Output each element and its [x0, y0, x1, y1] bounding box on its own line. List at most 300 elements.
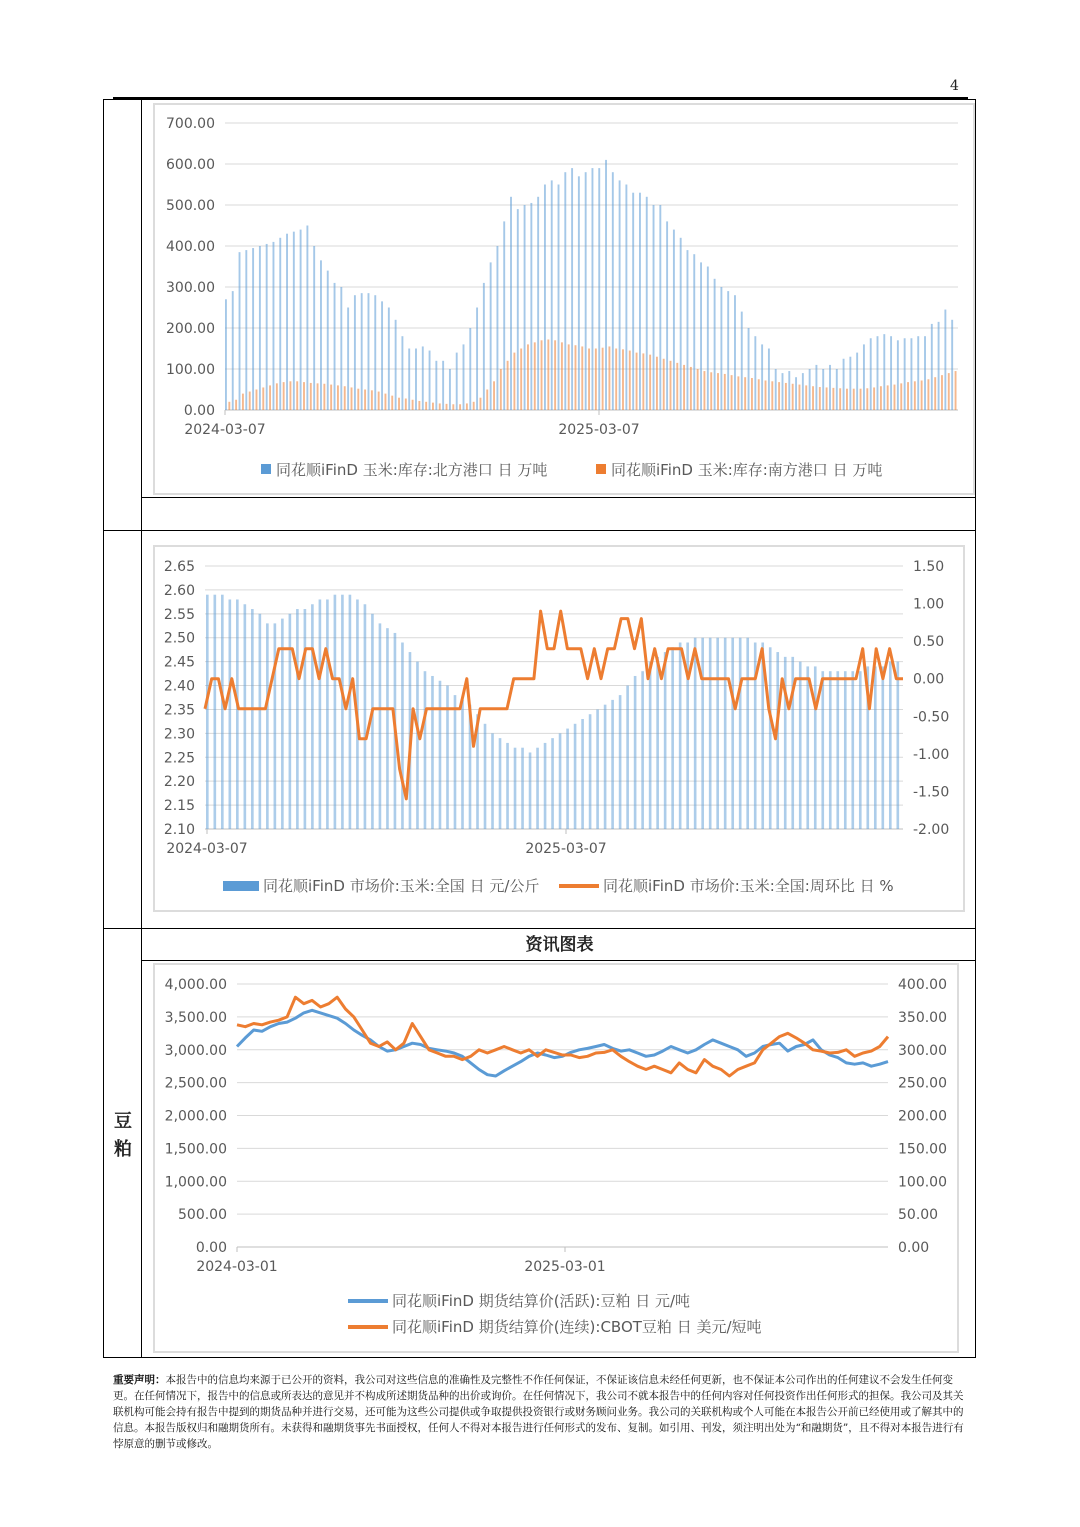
y-tick-label: 700.00 — [166, 116, 215, 132]
bar-south-port — [296, 381, 298, 410]
bar-south-port — [568, 344, 570, 410]
bar-south-port — [554, 340, 556, 410]
row-label-soymeal: 豆 粕 — [114, 1111, 132, 1160]
bar-south-port — [737, 376, 739, 410]
y2-tick-label: -1.00 — [913, 746, 950, 763]
bar-south-port — [405, 399, 407, 410]
bar-north-port — [408, 349, 410, 411]
bar-north-port — [782, 373, 784, 410]
bar-market-price — [694, 638, 697, 829]
legend-label: 同花顺iFinD 期货结算价(连续):CBOT豆粕 日 美元/短吨 — [392, 1318, 762, 1336]
bar-south-port — [805, 385, 807, 410]
bar-south-port — [344, 386, 346, 410]
bar-north-port — [490, 262, 492, 410]
bar-north-port — [748, 328, 750, 410]
bar-south-port — [955, 371, 957, 410]
page-number: 4 — [950, 78, 959, 94]
bar-market-price — [574, 724, 577, 829]
bar-south-port — [541, 340, 543, 410]
bar-south-port — [520, 349, 522, 411]
bar-south-port — [894, 385, 896, 410]
bar-south-port — [459, 404, 461, 410]
bar-market-price — [491, 733, 494, 829]
bar-north-port — [381, 301, 383, 410]
y2-tick-label: 250.00 — [898, 1075, 947, 1092]
bar-north-port — [951, 320, 953, 410]
bar-market-price — [709, 638, 712, 829]
bar-north-port — [680, 238, 682, 410]
bar-north-port — [646, 197, 648, 410]
bar-market-price — [589, 714, 592, 829]
chart-corn-port-inventory-svg — [155, 105, 977, 497]
bar-south-port — [663, 359, 665, 410]
bar-market-price — [439, 681, 442, 829]
y-tick-label: 500.00 — [166, 198, 215, 214]
y-tick-label: 1,000.00 — [164, 1174, 227, 1191]
bar-north-port — [666, 221, 668, 410]
y2-tick-label: 0.00 — [898, 1240, 930, 1256]
bar-north-port — [422, 346, 424, 410]
chart-corn-market-price — [153, 545, 965, 912]
bar-north-port — [877, 336, 879, 410]
bar-south-port — [765, 380, 767, 410]
bar-market-price — [581, 719, 584, 829]
bar-south-port — [927, 379, 929, 410]
y2-tick-label: 150.00 — [898, 1141, 947, 1158]
bar-north-port — [374, 295, 376, 410]
bar-market-price — [716, 638, 719, 829]
y-tick-label: 1,500.00 — [164, 1141, 227, 1158]
bar-north-port — [619, 180, 621, 410]
chart-corn-port-inventory — [153, 103, 975, 495]
bar-north-port — [720, 287, 722, 410]
legend-label: 同花顺iFinD 市场价:玉米:全国:周环比 日 % — [603, 877, 894, 895]
bar-south-port — [710, 372, 712, 410]
y-tick-label: 2.35 — [163, 702, 195, 719]
y-tick-label: 2.20 — [163, 774, 195, 791]
bar-market-price — [806, 666, 809, 829]
bar-south-port — [676, 363, 678, 410]
bar-north-port — [469, 328, 471, 410]
bar-market-price — [596, 709, 599, 829]
bar-north-port — [585, 172, 587, 410]
bar-north-port — [625, 185, 627, 411]
bar-south-port — [751, 378, 753, 410]
bar-south-port — [493, 381, 495, 410]
bar-south-port — [880, 386, 882, 410]
bar-north-port — [476, 308, 478, 411]
bar-market-price — [529, 752, 532, 829]
y-tick-label: 100.00 — [166, 362, 215, 378]
bar-south-port — [941, 375, 943, 410]
bar-south-port — [371, 390, 373, 410]
bar-north-port — [524, 205, 526, 410]
chart-soymeal-futures — [153, 963, 959, 1353]
bar-south-port — [914, 381, 916, 410]
bar-south-port — [907, 382, 909, 410]
bar-market-price — [334, 595, 337, 829]
bar-north-port — [592, 168, 594, 410]
y-tick-label: 0.00 — [183, 403, 215, 419]
bar-market-price — [259, 614, 262, 829]
bar-south-port — [378, 392, 380, 410]
bar-south-port — [690, 367, 692, 410]
y-tick-label: 2.25 — [163, 750, 195, 767]
bar-north-port — [910, 338, 912, 410]
bar-north-port — [266, 244, 268, 410]
bar-south-port — [283, 382, 285, 410]
line-dce-soymeal — [237, 1010, 888, 1076]
bar-market-price — [379, 623, 382, 829]
bar-north-port — [239, 252, 241, 410]
bar-south-port — [310, 383, 312, 410]
bar-north-port — [483, 283, 485, 410]
bar-market-price — [424, 671, 427, 829]
bar-north-port — [293, 232, 295, 410]
bar-market-price — [746, 638, 749, 829]
bar-market-price — [814, 666, 817, 829]
bar-south-port — [724, 374, 726, 410]
bar-north-port — [727, 291, 729, 410]
bar-market-price — [521, 748, 524, 829]
y-tick-label: 2.45 — [163, 654, 195, 671]
bar-market-price — [604, 705, 607, 829]
bar-north-port — [558, 185, 560, 411]
bar-south-port — [432, 403, 434, 410]
bar-market-price — [454, 695, 457, 829]
bar-north-port — [551, 180, 553, 410]
bar-south-port — [636, 353, 638, 410]
bar-market-price — [364, 604, 367, 829]
bar-market-price — [679, 643, 682, 829]
bar-north-port — [856, 353, 858, 410]
bar-north-port — [503, 221, 505, 410]
bar-north-port — [775, 369, 777, 410]
bar-south-port — [418, 401, 420, 410]
y-tick-label: 500.00 — [178, 1207, 227, 1224]
y-tick-label: 300.00 — [166, 280, 215, 296]
bar-north-port — [768, 349, 770, 411]
x-tick-label: 2025-03-07 — [558, 422, 640, 438]
table-row-divider — [141, 960, 976, 961]
bar-south-port — [785, 383, 787, 410]
bar-south-port — [486, 390, 488, 411]
bar-south-port — [561, 342, 563, 410]
legend-swatch — [223, 881, 259, 891]
bar-south-port — [289, 381, 291, 410]
bar-market-price — [544, 743, 547, 829]
bar-market-price — [484, 724, 487, 829]
bar-north-port — [496, 246, 498, 410]
bar-north-port — [564, 172, 566, 410]
bar-south-port — [758, 379, 760, 410]
bar-north-port — [300, 230, 302, 410]
bar-north-port — [938, 322, 940, 410]
y2-tick-label: 0.00 — [913, 671, 945, 688]
bar-north-port — [286, 234, 288, 410]
bar-north-port — [843, 359, 845, 410]
bar-north-port — [456, 353, 458, 410]
bar-south-port — [534, 342, 536, 410]
bar-north-port — [252, 248, 254, 410]
bar-south-port — [452, 404, 454, 410]
bar-south-port — [799, 385, 801, 410]
bar-south-port — [887, 385, 889, 410]
bar-south-port — [826, 387, 828, 410]
bar-north-port — [232, 291, 234, 410]
bar-south-port — [337, 385, 339, 410]
y2-tick-label: -0.50 — [913, 709, 950, 726]
bar-south-port — [717, 373, 719, 410]
bar-south-port — [249, 392, 251, 410]
y-tick-label: 2.10 — [163, 822, 195, 838]
y2-tick-label: 100.00 — [898, 1174, 947, 1191]
bar-south-port — [513, 353, 515, 410]
bar-south-port — [391, 396, 393, 410]
legend-label: 同花顺iFinD 玉米:库存:北方港口 日 万吨 — [276, 461, 548, 479]
y-tick-label: 600.00 — [166, 157, 215, 173]
y-tick-label: 2.40 — [163, 678, 195, 695]
bar-north-port — [795, 377, 797, 410]
bar-market-price — [559, 733, 562, 829]
bar-south-port — [412, 400, 414, 410]
bar-market-price — [341, 595, 344, 829]
bar-south-port — [683, 365, 685, 410]
bar-south-port — [921, 380, 923, 410]
y-tick-label: 2,000.00 — [164, 1108, 227, 1125]
bar-market-price — [566, 729, 569, 829]
bar-market-price — [319, 599, 322, 829]
bar-north-port — [904, 338, 906, 410]
bar-north-port — [632, 193, 634, 410]
x-tick-label: 2024-03-01 — [196, 1259, 278, 1275]
bar-market-price — [244, 604, 247, 829]
bar-south-port — [317, 383, 319, 410]
bar-market-price — [274, 623, 277, 829]
bar-north-port — [537, 197, 539, 410]
bar-market-price — [236, 599, 239, 829]
y2-tick-label: 1.00 — [913, 596, 945, 613]
bar-market-price — [401, 643, 404, 829]
bar-south-port — [866, 388, 868, 410]
bar-market-price — [874, 666, 877, 829]
bar-north-port — [530, 203, 532, 410]
bar-market-price — [649, 662, 652, 829]
bar-north-port — [313, 246, 315, 410]
disclaimer-label: 重要声明： — [113, 1374, 166, 1386]
bar-market-price — [701, 638, 704, 829]
bar-south-port — [269, 385, 271, 410]
bar-north-port — [890, 336, 892, 410]
bar-north-port — [510, 197, 512, 410]
bar-south-port — [398, 398, 400, 410]
bar-south-port — [703, 371, 705, 410]
bar-south-port — [832, 388, 834, 410]
bar-north-port — [401, 336, 403, 410]
bar-market-price — [229, 599, 232, 829]
bar-south-port — [507, 361, 509, 410]
bar-north-port — [612, 172, 614, 410]
bar-south-port — [642, 353, 644, 410]
bar-south-port — [697, 369, 699, 410]
bar-south-port — [473, 402, 475, 410]
bar-south-port — [934, 377, 936, 410]
x-tick-label: 2024-03-07 — [184, 422, 266, 438]
bar-market-price — [851, 671, 854, 829]
bar-north-port — [340, 287, 342, 410]
bar-market-price — [889, 662, 892, 829]
y-tick-label: 400.00 — [166, 239, 215, 255]
y-tick-label: 2.15 — [163, 798, 195, 815]
bar-south-port — [364, 390, 366, 411]
bar-south-port — [262, 387, 264, 410]
bar-south-port — [303, 382, 305, 410]
y-tick-label: 2.60 — [163, 582, 195, 599]
bar-north-port — [673, 230, 675, 410]
bar-market-price — [266, 623, 269, 829]
bar-north-port — [347, 308, 349, 411]
bar-north-port — [734, 295, 736, 410]
bar-south-port — [602, 348, 604, 410]
y-tick-label: 3,000.00 — [164, 1042, 227, 1059]
y2-tick-label: 350.00 — [898, 1009, 947, 1026]
bar-market-price — [664, 652, 667, 829]
disclaimer — [113, 1372, 968, 1452]
bar-south-port — [670, 361, 672, 410]
bar-south-port — [439, 403, 441, 410]
bar-market-price — [461, 700, 464, 829]
bar-market-price — [739, 638, 742, 829]
bar-market-price — [536, 748, 539, 829]
bar-market-price — [514, 748, 517, 829]
bar-market-price — [656, 657, 659, 829]
bar-north-port — [741, 312, 743, 410]
table-row-divider — [141, 497, 976, 498]
bar-south-port — [228, 402, 230, 410]
bar-south-port — [595, 349, 597, 411]
bar-north-port — [273, 242, 275, 410]
bar-market-price — [221, 595, 224, 829]
bar-south-port — [235, 400, 237, 410]
bar-south-port — [446, 404, 448, 410]
bar-north-port — [809, 369, 811, 410]
bar-north-port — [917, 336, 919, 410]
bar-south-port — [500, 369, 502, 410]
bar-market-price — [769, 647, 772, 829]
bar-south-port — [242, 394, 244, 410]
bar-market-price — [821, 671, 824, 829]
bar-market-price — [446, 686, 449, 829]
x-tick-label: 2025-03-01 — [524, 1259, 606, 1275]
bar-south-port — [792, 384, 794, 410]
bar-market-price — [551, 738, 554, 829]
bar-north-port — [822, 369, 824, 410]
bar-south-port — [466, 403, 468, 410]
line-weekly-change — [205, 611, 903, 799]
bar-market-price — [881, 666, 884, 829]
y2-tick-label: 1.50 — [913, 559, 945, 575]
bar-north-port — [245, 250, 247, 410]
bar-south-port — [873, 387, 875, 410]
bar-south-port — [948, 373, 950, 410]
bar-south-port — [771, 381, 773, 410]
bar-north-port — [388, 308, 390, 411]
bar-north-port — [815, 365, 817, 410]
bar-south-port — [629, 351, 631, 410]
bar-market-price — [499, 738, 502, 829]
bar-market-price — [289, 614, 292, 829]
bar-north-port — [429, 351, 431, 410]
bar-north-port — [653, 205, 655, 410]
bar-market-price — [799, 662, 802, 829]
bar-north-port — [714, 279, 716, 410]
bar-south-port — [860, 389, 862, 410]
table-row-divider — [103, 530, 976, 531]
bar-south-port — [384, 394, 386, 410]
bar-north-port — [259, 246, 261, 410]
bar-north-port — [442, 361, 444, 410]
bar-south-port — [853, 389, 855, 410]
y2-tick-label: -2.00 — [913, 822, 950, 838]
bar-north-port — [802, 373, 804, 410]
bar-market-price — [431, 676, 434, 829]
x-tick-label: 2024-03-07 — [166, 841, 248, 857]
bar-north-port — [849, 357, 851, 410]
y-tick-label: 2.50 — [163, 630, 195, 647]
bar-south-port — [588, 349, 590, 411]
bar-south-port — [256, 390, 258, 411]
bar-north-port — [415, 349, 417, 411]
bar-south-port — [615, 349, 617, 411]
bar-north-port — [605, 160, 607, 410]
bar-south-port — [527, 344, 529, 410]
chart-corn-market-price-svg — [155, 547, 967, 914]
legend-label: 同花顺iFinD 期货结算价(活跃):豆粕 日 元/吨 — [392, 1292, 691, 1310]
bar-south-port — [276, 383, 278, 410]
bar-market-price — [641, 671, 644, 829]
bar-south-port — [547, 339, 549, 410]
bar-market-price — [859, 671, 862, 829]
y2-tick-label: 300.00 — [898, 1042, 947, 1059]
bar-north-port — [883, 334, 885, 410]
bar-market-price — [206, 595, 209, 829]
bar-market-price — [731, 638, 734, 829]
bar-north-port — [754, 336, 756, 410]
y2-tick-label: -1.50 — [913, 784, 950, 801]
bar-north-port — [761, 344, 763, 410]
bar-north-port — [463, 344, 465, 410]
legend-label: 同花顺iFinD 玉米:库存:南方港口 日 万吨 — [611, 461, 883, 479]
bar-south-port — [731, 375, 733, 410]
bar-south-port — [608, 346, 610, 410]
bar-south-port — [812, 386, 814, 410]
y2-tick-label: 400.00 — [898, 977, 947, 993]
bar-north-port — [924, 336, 926, 410]
legend-swatch — [261, 464, 271, 474]
bar-north-port — [693, 254, 695, 410]
bar-north-port — [544, 185, 546, 411]
x-tick-label: 2025-03-07 — [525, 841, 607, 857]
bar-market-price — [671, 647, 674, 829]
bar-north-port — [707, 267, 709, 411]
bar-south-port — [846, 389, 848, 410]
y2-tick-label: 200.00 — [898, 1108, 947, 1125]
bar-north-port — [598, 168, 600, 410]
legend-swatch — [596, 464, 606, 474]
y-tick-label: 2.30 — [163, 726, 195, 743]
bar-market-price — [896, 662, 899, 829]
bar-south-port — [622, 349, 624, 410]
